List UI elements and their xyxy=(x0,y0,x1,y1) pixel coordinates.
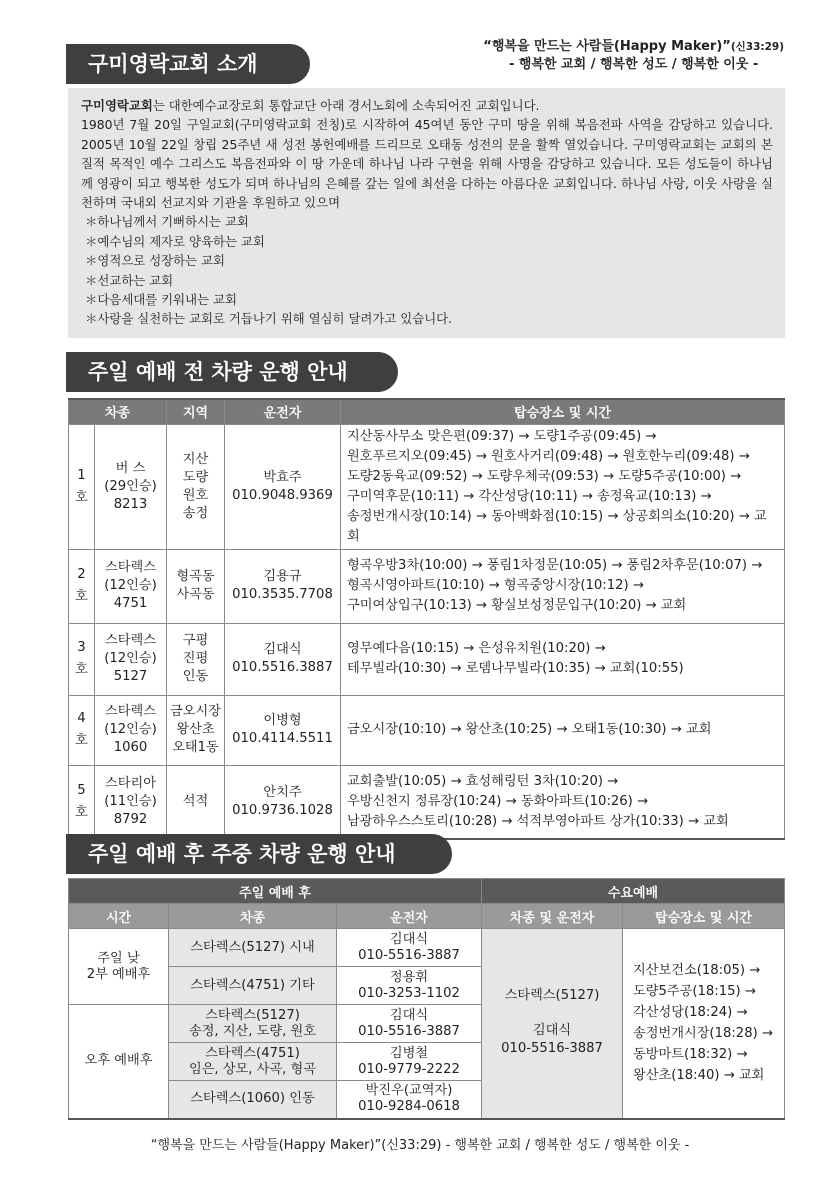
bullet-item: ＊선교하는 교회 xyxy=(85,272,174,288)
motto-line2: - 행복한 교회 / 행복한 성도 / 행복한 이웃 - xyxy=(508,57,759,72)
route-cell: 영무예다음(10:15) → 은성유치원(10:20) → 테무빌라(10:30) → 로뎀나무빌라(10:35) → 교회(10:55) xyxy=(341,623,785,695)
driver-cell: 박효주 010.9048.9369 xyxy=(225,424,341,549)
table-header-row xyxy=(69,399,785,424)
intro-para2: 1980년 7월 20일 구일교회(구미영락교회 전칭)로 시작하여 45여년 동안 구미 땅을 위해 복음전파 사역을 감당하고 있습니다. 2005년 10월 22일 창립 25주년 새 성전 봉헌예배를 드리므로 오태동 성전의 문을 활짝 열었습니다. 구미영락교회는 교회의 본질적 목적인 예수 그리스도 복음전파와 이 땅 가운데 하나님 나라 구현을 위해 사명을 감당하고 있습니다. 모든 성도들이 하나님께 영광이 되고 행복한 성도가 되며 하나님의 은혜를 갚는 일에 최선을 다하는 아름다운 교회입니다. 하나님 사랑, 이웃 사랑을 실천하며 국내외 선교지와 기관을 후원하고 있으며 xyxy=(81,117,773,211)
vehicle-cell: 스타렉스(5127) 송정, 지산, 도량, 원호 xyxy=(169,1005,337,1043)
table-row xyxy=(69,549,785,623)
vehicle-cell: 스타리아 (11인승) 8792 xyxy=(95,765,167,839)
driver-cell: 정용휘 010-3253-1102 xyxy=(337,967,482,1005)
bus-number: 1 호 xyxy=(69,424,95,549)
vehicle-cell: 스타렉스(5127) 시내 xyxy=(169,929,337,967)
bus-number: 3 호 xyxy=(69,623,95,695)
group-wednesday: 수요예배 xyxy=(482,879,785,904)
motto-line1: “행복을 만드는 사람들(Happy Maker)” xyxy=(483,39,731,54)
driver-cell: 김용규 010.3535.7708 xyxy=(225,549,341,623)
time-sunday-noon: 주일 낮 2부 예배후 xyxy=(69,929,169,1005)
bus-number: 4 호 xyxy=(69,695,95,765)
driver-cell: 안치주 010.9736.1028 xyxy=(225,765,341,839)
intro-para1 xyxy=(81,96,773,115)
footer-motto: “행복을 만드는 사람들(Happy Maker)”(신33:29) - 행복한 교회 / 행복한 성도 / 행복한 이웃 - xyxy=(150,1138,690,1153)
intro-para1-text: 는 대한예수교장로회 통합교단 아래 경서노회에 소속되어진 교회입니다. xyxy=(152,98,540,113)
intro-bullets xyxy=(81,212,773,328)
driver-cell: 김대식 010-5516-3887 xyxy=(337,1005,482,1043)
wed-driver: 김대식 010-5516-3887 xyxy=(501,1023,603,1057)
bullet-item: ＊사랑을 실천하는 교회로 거듭나기 위해 열심히 달려가고 있습니다. xyxy=(85,311,453,327)
region-cell: 석적 xyxy=(167,765,225,839)
bus-number: 5 호 xyxy=(69,765,95,839)
wed-vehicle-driver xyxy=(482,929,623,1119)
header-region: 지역 xyxy=(167,399,225,424)
table-row xyxy=(69,929,785,967)
route-cell: 교회출발(10:05) → 효성해링턴 3차(10:20) → 우방신천지 정류장(10:24) → 동화아파트(10:26) → 남광하우스스토리(10:28) → 석적부영아파트 상가(10:33) → 교회 xyxy=(341,765,785,839)
header-driver: 운전자 xyxy=(337,904,482,929)
driver-cell: 이병형 010.4114.5511 xyxy=(225,695,341,765)
bullet-item: ＊하나님께서 기뻐하시는 교회 xyxy=(85,214,249,230)
sub-header-row xyxy=(69,904,785,929)
header-time: 시간 xyxy=(69,904,169,929)
driver-cell: 김대식 010-5516-3887 xyxy=(337,929,482,967)
intro-box xyxy=(68,88,785,338)
intro-title: 구미영락교회 소개 xyxy=(66,44,310,84)
bus-number: 2 호 xyxy=(69,549,95,623)
bus-after-title: 주일 예배 후 주중 차량 운행 안내 xyxy=(66,834,452,874)
region-cell: 구평 진평 인동 xyxy=(167,623,225,695)
bus-after-table xyxy=(68,878,785,1120)
header-wed-route: 탑승장소 및 시간 xyxy=(623,904,785,929)
bullet-item: ＊다음세대를 키워내는 교회 xyxy=(85,292,237,308)
header-driver: 운전자 xyxy=(225,399,341,424)
header-vehicle: 차종 xyxy=(169,904,337,929)
vehicle-cell: 스타렉스(4751) 기타 xyxy=(169,967,337,1005)
vehicle-cell: 스타렉스 (12인승) 5127 xyxy=(95,623,167,695)
church-name: 구미영락교회 xyxy=(81,98,153,113)
route-cell: 형곡우방3차(10:00) → 풍림1차정문(10:05) → 풍림2차후문(10:07) → 형곡시영아파트(10:10) → 형곡중앙시장(10:12) → 구미여상입구(10:13) → 황실보성정문입구(10:20) → 교회 xyxy=(341,549,785,623)
group-header-row xyxy=(69,879,785,904)
region-cell: 형곡동 사곡동 xyxy=(167,549,225,623)
motto-ref: (신33:29) xyxy=(730,41,784,53)
vehicle-cell: 버 스 (29인승) 8213 xyxy=(95,424,167,549)
region-cell: 지산 도량 원호 송정 xyxy=(167,424,225,549)
route-cell: 금오시장(10:10) → 왕산초(10:25) → 오태1동(10:30) → 교회 xyxy=(341,695,785,765)
bullet-item: ＊예수님의 제자로 양육하는 교회 xyxy=(85,233,265,249)
header-wed-vehicle-driver: 차종 및 운전자 xyxy=(482,904,623,929)
table-row xyxy=(69,695,785,765)
vehicle-cell: 스타렉스 (12인승) 1060 xyxy=(95,695,167,765)
time-sunday-afternoon: 오후 예배후 xyxy=(69,1005,169,1119)
driver-cell: 김병철 010-9779-2222 xyxy=(337,1043,482,1081)
bus-before-table xyxy=(68,398,785,840)
driver-cell: 김대식 010.5516.3887 xyxy=(225,623,341,695)
driver-cell: 박진우(교역자) 010-9284-0618 xyxy=(337,1081,482,1119)
vehicle-cell: 스타렉스(4751) 임은, 상모, 사곡, 형곡 xyxy=(169,1043,337,1081)
wed-route: 지산보건소(18:05) → 도량5주공(18:15) → 각산성당(18:24) → 송정번개시장(18:28) → 동방마트(18:32) → 왕산초(18:40) → 교회 xyxy=(623,929,785,1119)
region-cell: 금오시장 왕산초 오태1동 xyxy=(167,695,225,765)
group-sunday: 주일 예배 후 xyxy=(69,879,482,904)
table-row xyxy=(69,765,785,839)
bullet-item: ＊영적으로 성장하는 교회 xyxy=(85,253,225,269)
vehicle-cell: 스타렉스(1060) 인동 xyxy=(169,1081,337,1119)
header-route: 탑승장소 및 시간 xyxy=(341,399,785,424)
header-motto xyxy=(483,38,784,74)
header-vehicle: 차종 xyxy=(69,399,167,424)
vehicle-cell: 스타렉스 (12인승) 4751 xyxy=(95,549,167,623)
table-row xyxy=(69,623,785,695)
wed-vehicle: 스타렉스(5127) xyxy=(504,988,600,1004)
table-row xyxy=(69,424,785,549)
route-cell: 지산동사무소 맞은편(09:37) → 도량1주공(09:45) → 원호푸르지오(09:45) → 원호사거리(09:48) → 원호한누리(09:48) → 도량2동육교(09:52) → 도량우체국(09:53) → 도량5주공(10:00) → 구미역후문(10:11) → 각산성당(10:11) → 송정육교(10:13) → 송정번개시장(10:14) → 동아백화점(10:15) → 상공회의소(10:20) → 교회 xyxy=(341,424,785,549)
bus-before-title: 주일 예배 전 차량 운행 안내 xyxy=(66,352,398,392)
